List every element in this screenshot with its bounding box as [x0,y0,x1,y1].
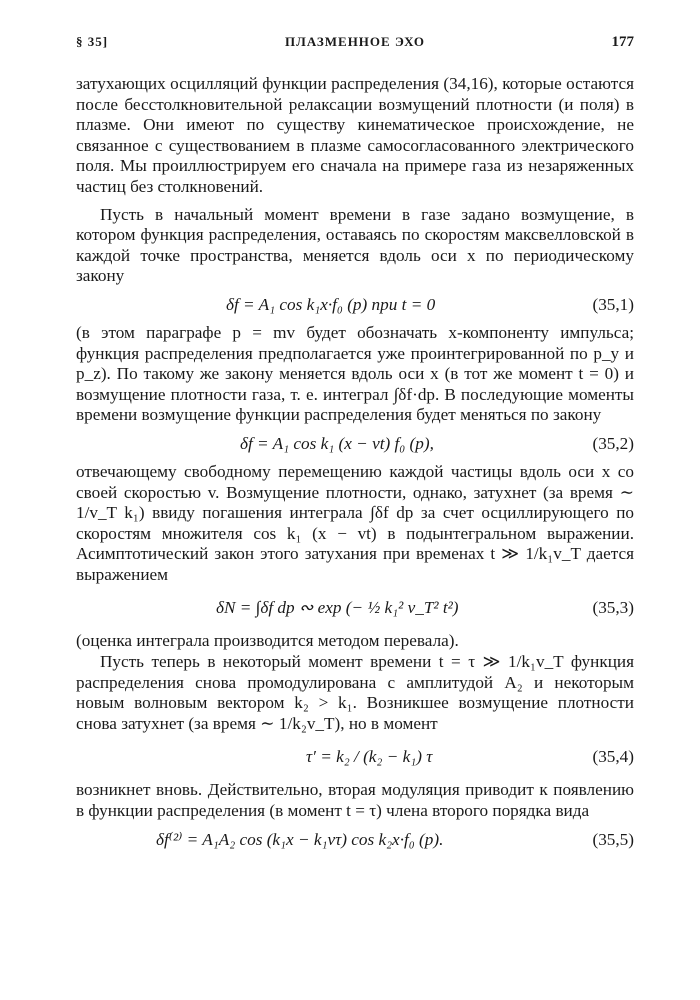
equation-35-5-number: (35,5) [592,829,634,849]
paragraph-4: отвечающему свободному перемещению каждой частицы вдоль оси x со своей скоростью v. Возмущение плотности, однако, затухнет (за время ∼ 1/v_T k₁) ввиду погашения интеграла ∫δf dp за счет осциллирующего по скоростям множителя cos k₁ (x − vt) в подынтегральном выражении. Асимптотический закон этого затухания при временах t ≫ 1/k₁v_T дается выражением [76,461,634,584]
paragraph-7: возникнет вновь. Действительно, вторая модуляция приводит к появлению в функции распределения (в момент t = τ) члена второго порядка вида [76,780,634,821]
equation-35-1-formula: δf = A₁ cos k₁x·f₀ (p) при t = 0 [226,294,436,314]
paragraph-3: (в этом параграфе p = mv будет обозначать x-компоненту импульса; функция распределения предполагается уже проинтегрированной по p_y и p_z). По такому же закону меняется вдоль оси x (в тот же момент t = 0) и возмущение плотности газа, т. е. интеграл ∫δf·dp. В последующие моменты времени возмущение функции распределения будет меняться по закону [76,322,634,425]
equation-35-1 [76,287,634,323]
equation-35-3-formula: δN = ∫δf dp ∾ exp (− ½ k₁² v_T² t²) [216,598,459,618]
equation-35-4 [76,734,634,780]
equation-35-1-number: (35,1) [592,294,634,314]
equation-35-3-number: (35,3) [592,598,634,618]
paragraph-6: Пусть теперь в некоторый момент времени t = τ ≫ 1/k₁v_T функция распределения снова промодулирована с амплитудой A₂ и некоторым новым волновым вектором k₂ > k₁. Возникшее возмущение плотности снова затухнет (за время ∼ 1/k₂v_T), но в момент [76,652,634,733]
running-header [76,34,634,54]
equation-35-2-formula: δf = A₁ cos k₁ (x − vt) f₀ (p), [240,433,434,453]
chapter-title: ПЛАЗМЕННОЕ ЭХО [285,34,425,49]
equation-35-3 [76,585,634,631]
equation-35-2-number: (35,2) [592,433,634,453]
paragraph-5: (оценка интеграла производится методом перевала). [76,631,459,651]
equation-35-2 [76,426,634,462]
equation-35-5 [76,822,634,858]
paragraph-1: затухающих осцилляций функции распределения (34,16), которые остаются после бесстолкновительной релаксации возмущений плотности (и поля) в плазме. Они имеют по существу кинематическое происхождение, не связанное с существованием в плазме самосогласованного электрического поля. Мы проиллюстрируем его сначала на примере газа из незаряженных частиц без столкновений. [76,74,634,196]
paragraph-2: Пусть в начальный момент времени в газе задано возмущение, в котором функция распределения, оставаясь по скоростям максвелловской в каждой точке пространства, меняется вдоль оси x по периодическому закону [76,204,634,286]
equation-35-5-formula: δf⁽²⁾ = A₁A₂ cos (k₁x − k₁vτ) cos k₂x·f₀ (p). [156,829,444,849]
equation-35-4-number: (35,4) [592,747,634,767]
text-column [76,74,634,858]
equation-35-4-formula: τ′ = k₂ / (k₂ − k₁) τ [306,747,433,767]
section-label: § 35] [76,34,109,49]
page-number: 177 [611,34,634,50]
